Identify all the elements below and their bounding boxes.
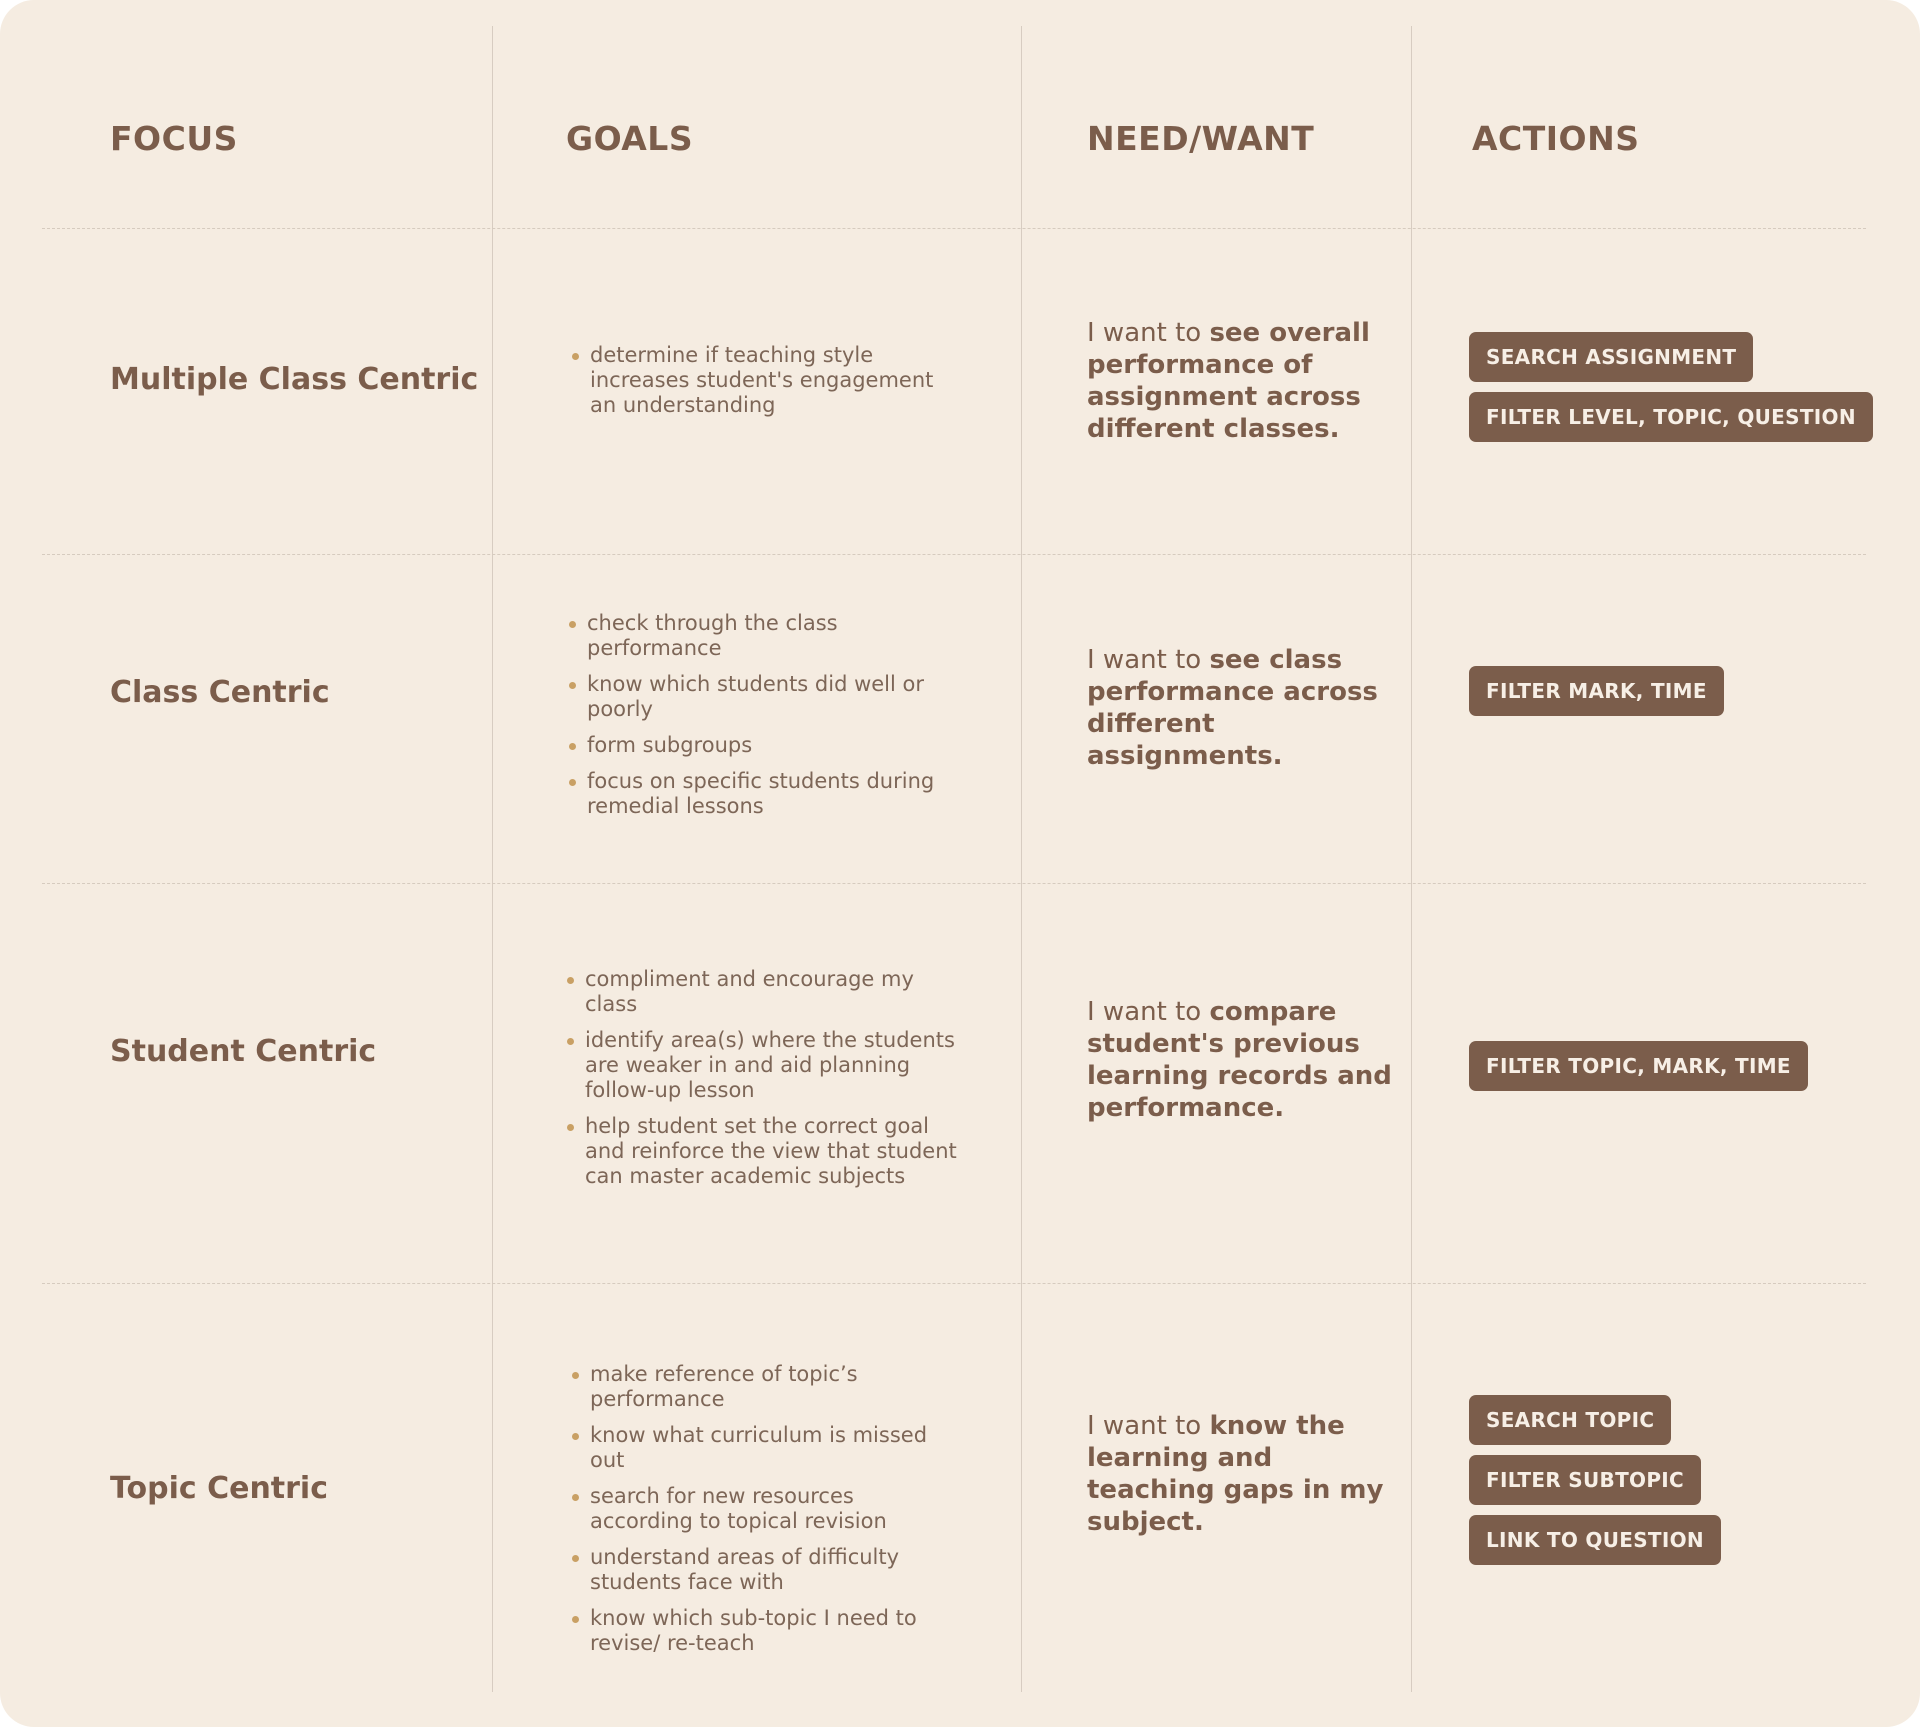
need-prefix: I want to	[1087, 645, 1202, 675]
need-emphasis: compare student's previous learning records and performance.	[1087, 997, 1392, 1123]
link-to-question-button[interactable]: LINK TO QUESTION	[1469, 1515, 1721, 1565]
goals-list	[567, 967, 957, 1200]
actions-group	[1469, 666, 1724, 726]
goal-item: focus on specific students during remedial lessons	[569, 769, 939, 819]
row-divider	[42, 883, 1866, 884]
goal-item: understand areas of difficulty students face with	[572, 1545, 962, 1595]
column-divider	[492, 26, 493, 1692]
row-divider	[42, 228, 1866, 229]
goal-item: know what curriculum is missed out	[572, 1423, 962, 1473]
need-emphasis: know the learning and teaching gaps in my subject.	[1087, 1411, 1384, 1537]
focus-topic-centric: Topic Centric	[110, 1471, 328, 1506]
filter-topic-mark-time-button[interactable]: FILTER TOPIC, MARK, TIME	[1469, 1041, 1808, 1091]
need-prefix: I want to	[1087, 1411, 1202, 1441]
need-prefix: I want to	[1087, 997, 1202, 1027]
actions-group	[1469, 332, 1873, 452]
focus-multiple-class-centric: Multiple Class Centric	[110, 362, 479, 397]
header-need-want: NEED/WANT	[1087, 119, 1315, 158]
need-emphasis: see overall performance of assignment across different classes.	[1087, 318, 1370, 444]
filter-level-topic-question-button[interactable]: FILTER LEVEL, TOPIC, QUESTION	[1469, 392, 1873, 442]
focus-student-centric: Student Centric	[110, 1034, 377, 1069]
need-statement	[1087, 317, 1397, 445]
goal-item: know which students did well or poorly	[569, 672, 939, 722]
actions-group	[1469, 1041, 1808, 1101]
need-statement	[1087, 996, 1397, 1124]
goal-item: check through the class performance	[569, 611, 939, 661]
need-prefix: I want to	[1087, 318, 1202, 348]
goal-item: identify area(s) where the students are weaker in and aid planning follow-up lesson	[567, 1028, 957, 1103]
filter-mark-time-button[interactable]: FILTER MARK, TIME	[1469, 666, 1724, 716]
header-focus: FOCUS	[110, 119, 238, 158]
header-goals: GOALS	[566, 119, 694, 158]
filter-subtopic-button[interactable]: FILTER SUBTOPIC	[1469, 1455, 1701, 1505]
row-divider	[42, 554, 1866, 555]
goal-item: compliment and encourage my class	[567, 967, 957, 1017]
search-topic-button[interactable]: SEARCH TOPIC	[1469, 1395, 1671, 1445]
need-statement	[1087, 1410, 1397, 1538]
goal-item: help student set the correct goal and reinforce the view that student can master academic subjects	[567, 1114, 957, 1189]
goals-list	[572, 343, 942, 429]
goal-item: make reference of topic’s performance	[572, 1362, 962, 1412]
row-divider	[42, 1283, 1866, 1284]
goals-list	[572, 1362, 962, 1667]
goals-list	[569, 611, 939, 830]
actions-group	[1469, 1395, 1721, 1575]
need-statement	[1087, 644, 1397, 772]
focus-class-centric: Class Centric	[110, 675, 330, 710]
goal-item: search for new resources according to topical revision	[572, 1484, 962, 1534]
header-actions: ACTIONS	[1472, 119, 1640, 158]
goal-item: know which sub-topic I need to revise/ re-teach	[572, 1606, 962, 1656]
column-divider	[1411, 26, 1412, 1692]
goal-item: determine if teaching style increases student's engagement an understanding	[572, 343, 942, 418]
need-emphasis: see class performance across different assignments.	[1087, 645, 1378, 771]
search-assignment-button[interactable]: SEARCH ASSIGNMENT	[1469, 332, 1753, 382]
goal-item: form subgroups	[569, 733, 939, 758]
column-divider	[1021, 26, 1022, 1692]
